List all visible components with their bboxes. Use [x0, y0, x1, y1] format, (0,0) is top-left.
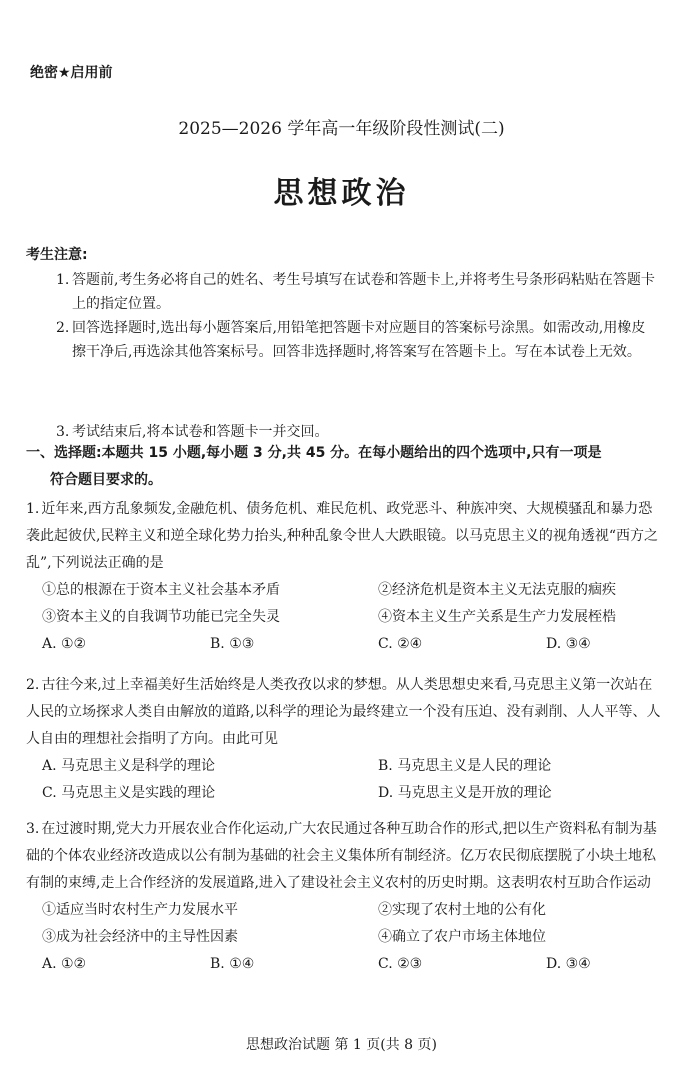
option-row	[26, 631, 662, 658]
statement: ④资本主义生产关系是生产力发展桎梏	[378, 609, 616, 625]
confidential-label: 绝密★启用前	[30, 65, 113, 81]
question-number: 3.	[26, 821, 40, 837]
option-c: C. ②③	[378, 956, 423, 972]
page-footer: 思想政治试题 第 1 页(共 8 页)	[246, 1037, 437, 1053]
notice-item-text: 答题前,考生务必将自己的姓名、考生号填写在试卷和答题卡上,并将考生号条形码粘贴在答题卡上的指定位置。	[72, 272, 655, 312]
statement-row	[26, 897, 662, 924]
question-3	[26, 816, 662, 978]
option-d: D. ③④	[546, 636, 591, 652]
option-a: A. 马克思主义是科学的理论	[42, 758, 216, 774]
exam-title: 2025—2026 学年高一年级阶段性测试(二)	[178, 119, 505, 139]
option-row	[26, 753, 662, 780]
question-text: 在过渡时期,党大力开展农业合作化运动,广大农民通过各种互助合作的形式,把以生产资料私有制为基础的个体农业经济改造成以公有制为基础的社会主义集体所有制经济。亿万农民彻底摆脱了小块土地私有制的束缚,走上合作经济的发展道路,进入了建设社会主义农村的历史时期。这表明农村互助合作运动	[26, 821, 657, 891]
notice-heading: 考生注意:	[26, 247, 88, 263]
section-heading-line2: 符合题目要求的。	[50, 472, 162, 488]
option-a: A. ①②	[42, 956, 87, 972]
statement: ②实现了农村土地的公有化	[378, 902, 546, 918]
statement: ③资本主义的自我调节功能已完全失灵	[42, 609, 280, 625]
option-d: D. ③④	[546, 956, 591, 972]
question-text: 近年来,西方乱象频发,金融危机、债务危机、难民危机、政党恶斗、种族冲突、大规模骚乱和暴力恐袭此起彼伏,民粹主义和逆全球化势力抬头,种种乱象令世人大跌眼镜。以马克思主义的视角透视“西方之乱”,下列说法正确的是	[26, 501, 659, 571]
statement: ④确立了农户市场主体地位	[378, 929, 546, 945]
option-b: B. ①④	[210, 956, 255, 972]
statement: ①适应当时农村生产力发展水平	[42, 902, 238, 918]
question-stem	[26, 672, 662, 753]
question-stem	[26, 816, 662, 897]
option-a: A. ①②	[42, 636, 87, 652]
notice-item	[56, 316, 656, 364]
statement: ②经济危机是资本主义无法克服的痼疾	[378, 582, 616, 598]
notice-item-text: 考试结束后,将本试卷和答题卡一并交回。	[72, 424, 329, 440]
section-heading-line1: 一、选择题:本题共 15 小题,每小题 3 分,共 45 分。在每小题给出的四个选项中,只有一项是	[26, 445, 602, 461]
statement: ①总的根源在于资本主义社会基本矛盾	[42, 582, 280, 598]
question-1	[26, 496, 662, 658]
question-number: 1.	[26, 501, 40, 517]
subject-title: 思想政治	[273, 176, 410, 211]
question-2	[26, 672, 662, 807]
notice-item-text: 回答选择题时,选出每小题答案后,用铅笔把答题卡对应题目的答案标号涂黑。如需改动,用橡皮擦干净后,再选涂其他答案标号。回答非选择题时,将答案写在答题卡上。写在本试卷上无效。	[72, 320, 646, 360]
option-row	[26, 780, 662, 807]
statement-row	[26, 604, 662, 631]
statement: ③成为社会经济中的主导性因素	[42, 929, 238, 945]
option-c: C. 马克思主义是实践的理论	[42, 785, 216, 801]
option-b: B. 马克思主义是人民的理论	[378, 758, 552, 774]
notice-item	[56, 268, 656, 316]
option-d: D. 马克思主义是开放的理论	[378, 785, 552, 801]
statement-row	[26, 577, 662, 604]
option-row	[26, 951, 662, 978]
notice-item-number: 3.	[56, 424, 70, 440]
notice-item-number: 1.	[56, 272, 70, 288]
statement-row	[26, 924, 662, 951]
question-number: 2.	[26, 677, 40, 693]
question-text: 古往今来,过上幸福美好生活始终是人类孜孜以求的梦想。从人类思想史来看,马克思主义第一次站在人民的立场探求人类自由解放的道路,以科学的理论为最终建立一个没有压迫、没有剥削、人人平等、人人自由的理想社会指明了方向。由此可见	[26, 677, 661, 747]
notice-item-number: 2.	[56, 320, 70, 336]
option-b: B. ①③	[210, 636, 255, 652]
section-heading	[26, 440, 666, 494]
question-stem	[26, 496, 662, 577]
option-c: C. ②④	[378, 636, 423, 652]
